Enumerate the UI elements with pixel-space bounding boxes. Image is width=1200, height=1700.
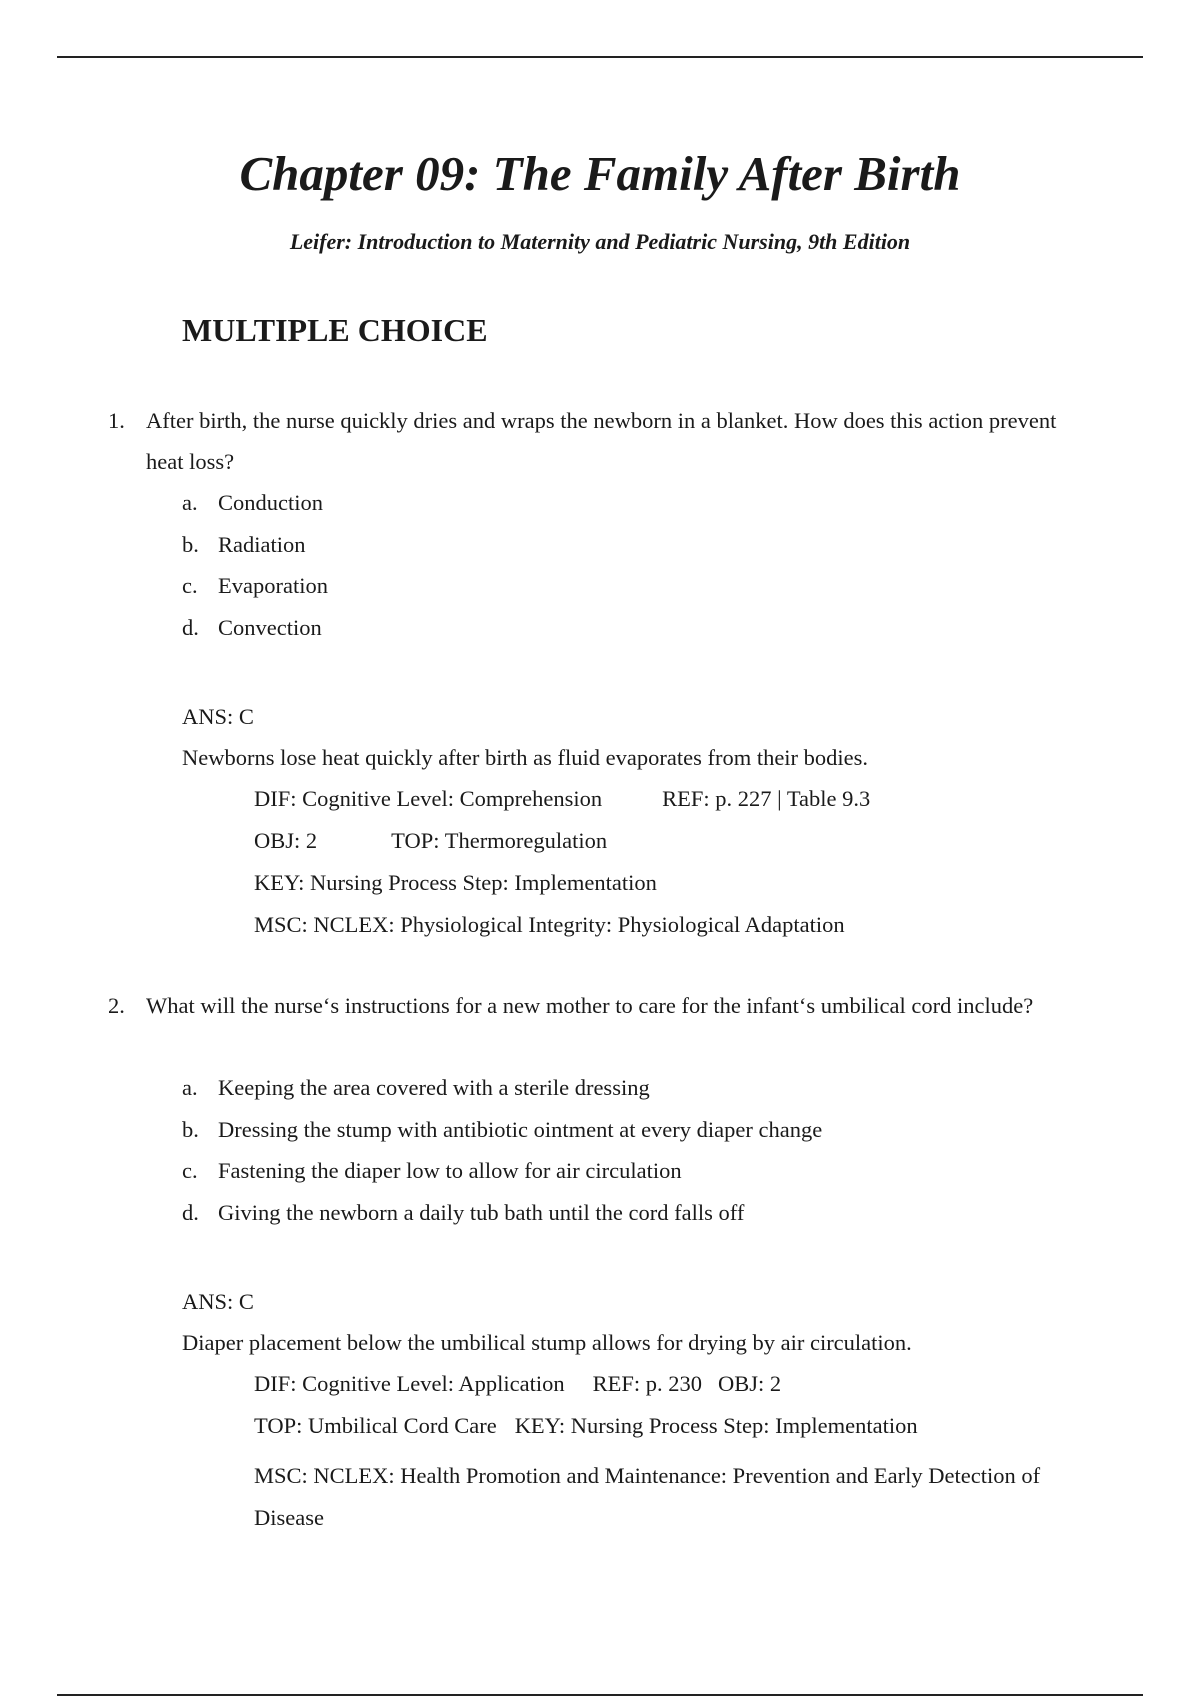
option-text: Conduction (218, 490, 323, 515)
key-label: KEY: Nursing Process Step: Implementation (514, 1413, 918, 1438)
difficulty-label: DIF: Cognitive Level: Comprehension (254, 786, 603, 811)
option-text: Fastening the diaper low to allow for air circulation (218, 1158, 682, 1183)
rationale: Newborns lose heat quickly after birth as fluid evaporates from their bodies. (182, 745, 869, 770)
msc-label: MSC: NCLEX: Physiological Integrity: Physiological Adaptation (254, 912, 845, 937)
option-letter: d. (182, 614, 199, 640)
option-letter: b. (182, 1116, 199, 1142)
book-subtitle: Leifer: Introduction to Maternity and Pediatric Nursing, 9th Edition (289, 229, 911, 254)
difficulty-label: DIF: Cognitive Level: Application (254, 1371, 565, 1396)
option-letter: d. (182, 1199, 199, 1225)
option-letter: b. (182, 531, 199, 557)
page-reference: REF: p. 227 | Table 9.3 (662, 786, 871, 811)
option-letter: a. (182, 490, 198, 515)
question-metadata (254, 786, 870, 954)
option-letter: c. (182, 573, 198, 598)
option-text: Dressing the stump with antibiotic ointment at every diaper change (218, 1116, 823, 1142)
option-text: Keeping the area covered with a sterile dressing (218, 1075, 650, 1100)
question-metadata (254, 1371, 1094, 1539)
option-text: Giving the newborn a daily tub bath until the cord falls off (218, 1199, 745, 1225)
option-letter: c. (182, 1158, 198, 1183)
bottom-rule (57, 1694, 1143, 1696)
section-heading: MULTIPLE CHOICE (182, 312, 488, 348)
objective-label: OBJ: 2 (254, 828, 318, 853)
rationale: Diaper placement below the umbilical stump allows for drying by air circulation. (182, 1330, 912, 1355)
question-stem: What will the nurse‘s instructions for a new mother to care for the infant‘s umbilical cord include? (146, 993, 1034, 1018)
msc-label: MSC: NCLEX: Health Promotion and Maintenance: Prevention and Early Detection of Disease (254, 1463, 1041, 1530)
answer-key: ANS: C (182, 704, 254, 729)
option-text: Evaporation (218, 573, 328, 598)
option-text: Convection (218, 614, 322, 640)
option-letter: a. (182, 1075, 198, 1100)
top-rule (57, 56, 1143, 58)
key-label: KEY: Nursing Process Step: Implementation (254, 870, 657, 895)
option-text: Radiation (218, 531, 306, 557)
topic-label: TOP: Thermoregulation (391, 828, 608, 853)
answer-key: ANS: C (182, 1289, 254, 1314)
topic-label: TOP: Umbilical Cord Care (254, 1413, 497, 1438)
page-title: Chapter 09: The Family After Birth (239, 146, 961, 201)
objective-label: OBJ: 2 (718, 1371, 782, 1396)
question-number: 2. (108, 993, 125, 1018)
page-reference: REF: p. 230 (592, 1371, 702, 1396)
question-stem: After birth, the nurse quickly dries and wraps the newborn in a blanket. How does this action prevent heat loss? (146, 408, 1057, 474)
question-number: 1. (108, 408, 125, 433)
